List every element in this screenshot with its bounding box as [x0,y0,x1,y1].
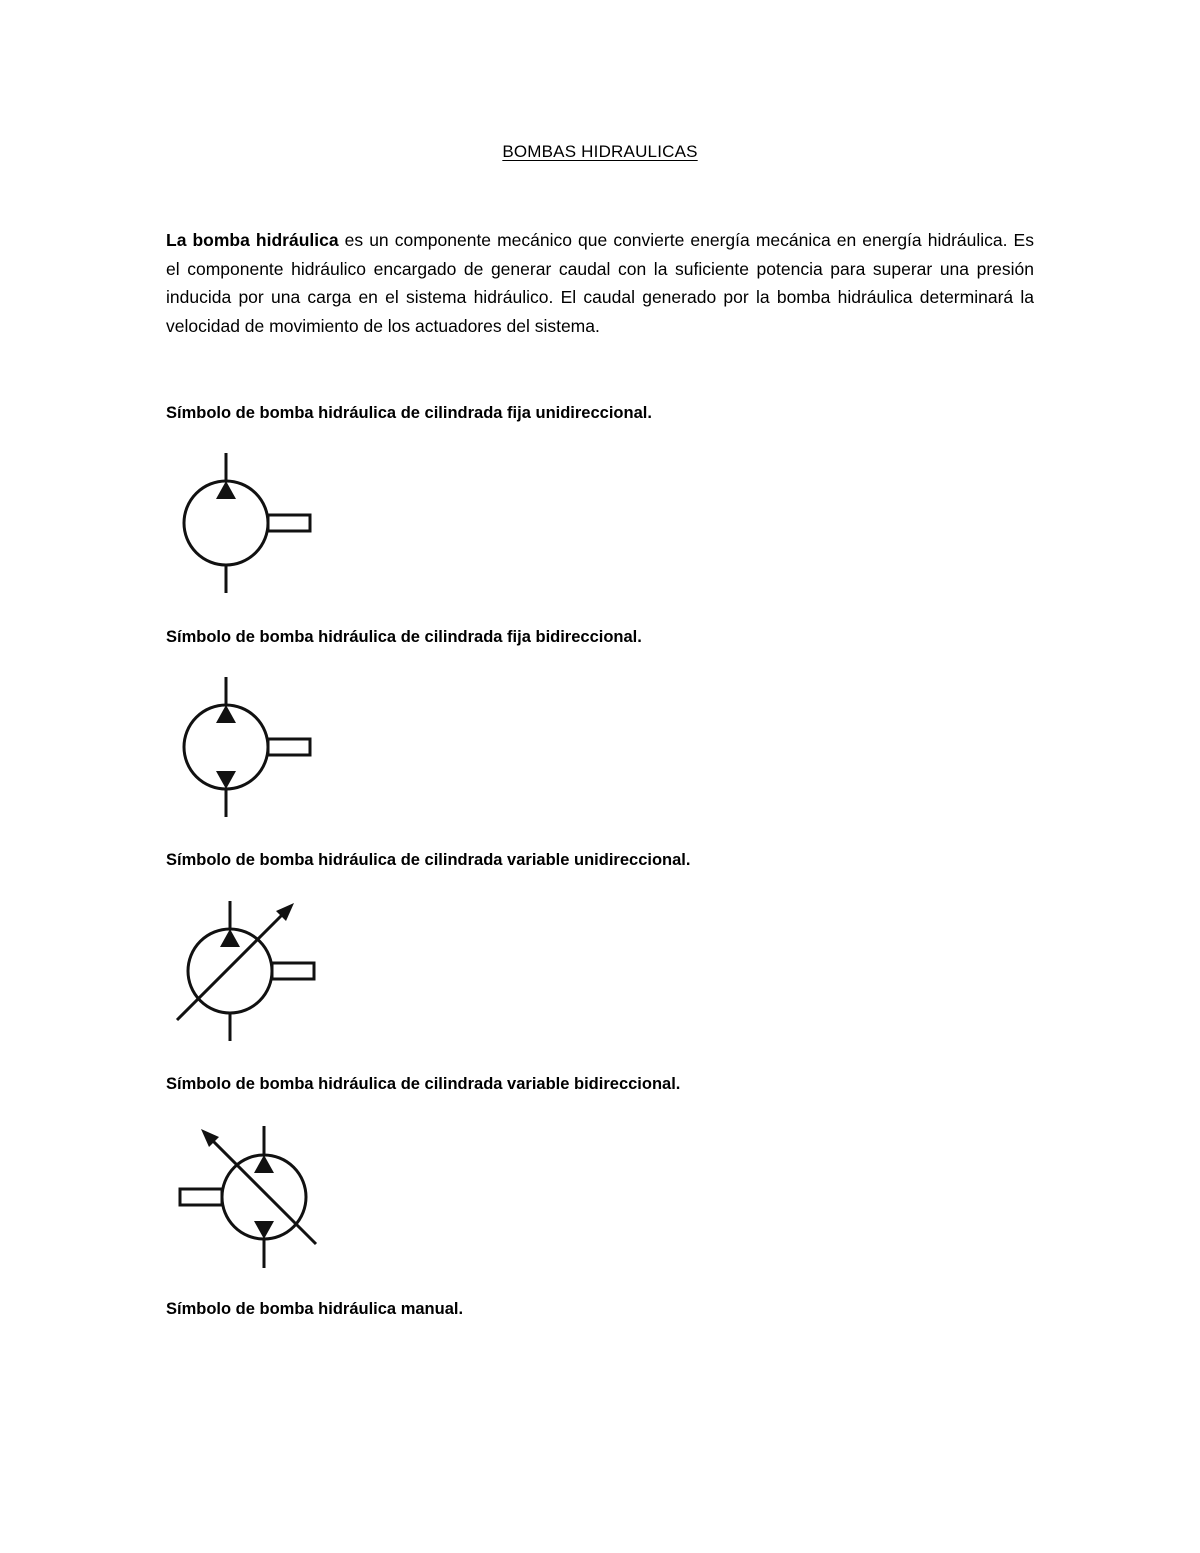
drive-shaft [180,1189,222,1205]
drive-shaft [268,515,310,531]
flow-arrow-up [220,929,240,947]
caption-fixed-bidirectional: Símbolo de bomba hidráulica de cilindrada fija bidireccional. [166,628,642,646]
fixed-bidirectional-pump-symbol [170,672,320,822]
caption-variable-unidirectional: Símbolo de bomba hidráulica de cilindrada variable unidireccional. [166,851,691,869]
flow-arrow-up [254,1155,274,1173]
flow-arrow-down [216,771,236,789]
intro-text: es un componente mecánico que convierte energía mecánica en energía hidráulica. Es el componente hidráulico encargado de generar caudal con la suficiente potencia para superar una presión inducida por una carga en el sistema hidráulico. El caudal generado por la bomba hidráulica determinará la velocidad de movimiento de los actuadores del sistema. [166,230,1034,337]
caption-fixed-unidirectional: Símbolo de bomba hidráulica de cilindrada fija unidireccional. [166,404,652,422]
caption-variable-bidirectional: Símbolo de bomba hidráulica de cilindrada variable bidireccional. [166,1075,681,1093]
variable-unidirectional-pump-symbol [170,896,330,1046]
page-title: BOMBAS HIDRAULICAS [502,142,698,161]
variable-bidirectional-pump-symbol [170,1120,330,1272]
drive-shaft [268,739,310,755]
flow-arrow-up [216,705,236,723]
flow-arrow-down [254,1221,274,1239]
drive-shaft [272,963,314,979]
fixed-unidirectional-pump-symbol [170,448,320,598]
caption-manual-pump: Símbolo de bomba hidráulica manual. [166,1300,464,1318]
intro-paragraph [166,226,1034,341]
flow-arrow-up [216,481,236,499]
intro-lead-bold: La bomba hidráulica [166,230,339,250]
